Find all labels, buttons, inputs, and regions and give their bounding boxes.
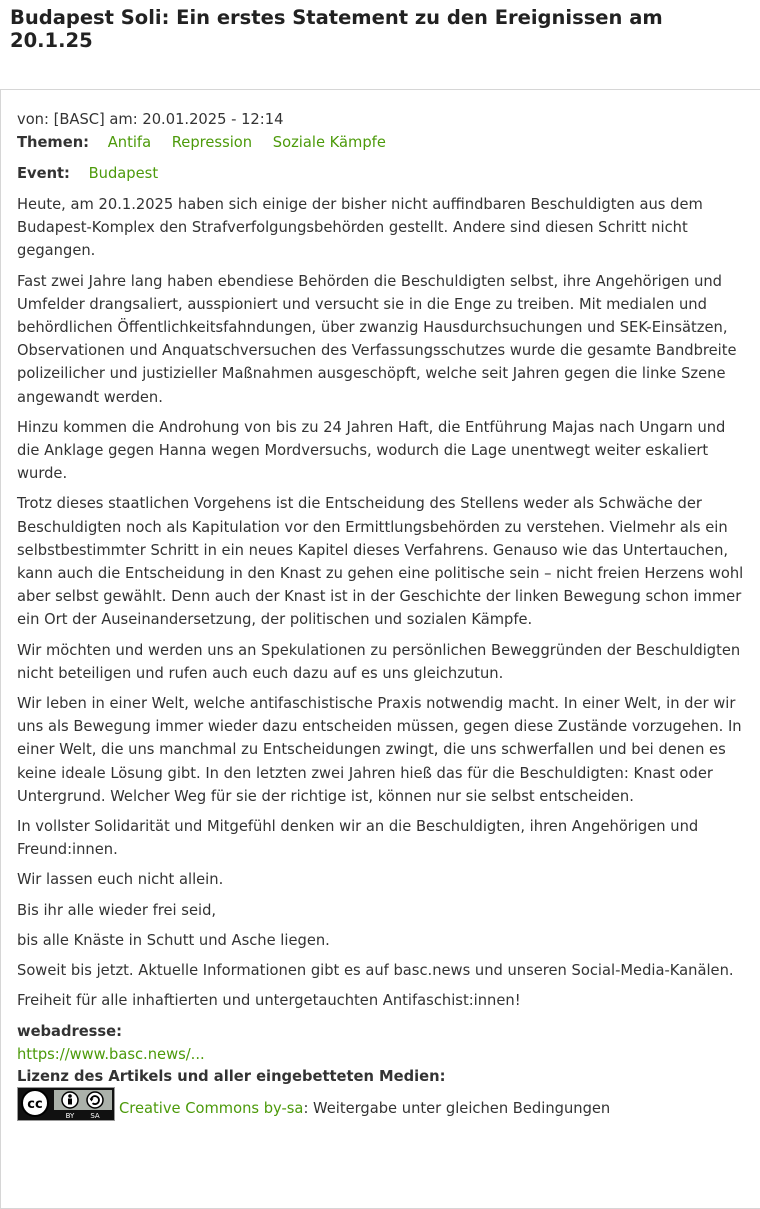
article-body <box>17 193 745 1013</box>
page-title: Budapest Soli: Ein erstes Statement zu den Ereignissen am 20.1.25 <box>10 6 663 52</box>
paragraph: Fast zwei Jahre lang haben ebendiese Behörden die Beschuldigten selbst, ihre Angehörigen und Umfelder drangsaliert, ausspioniert und versucht sie in die Enge zu treiben. Mit medialen und behördlichen Öffentlichkeitsfahndungen, über zwanzig Hausdurchsuchungen und SEK-Einsätzen, Observationen und Anquatschversuchen des Verfassungsschutzes wurde die gesamte Bandbreite polizeilicher und justizieller Maßnahmen ausgeschöpft, welche seit Jahren gegen die linke Szene angewandt werden. <box>17 272 737 406</box>
license-suffix: : Weitergabe unter gleichen Bedingungen <box>303 1100 611 1118</box>
event-link-budapest[interactable]: Budapest <box>88 165 159 182</box>
license-text <box>119 1097 610 1120</box>
webadresse-label: webadresse: <box>17 1022 122 1040</box>
webadresse-link[interactable]: https://www.basc.news/... <box>17 1045 205 1063</box>
cc-badge-cc-text: cc <box>27 1096 43 1112</box>
topic-tag-antifa[interactable]: Antifa <box>107 134 152 151</box>
cc-by-sa-badge-icon[interactable] <box>17 1087 115 1121</box>
cc-badge-by-text: BY <box>65 1111 75 1120</box>
paragraph: Hinzu kommen die Androhung von bis zu 24 Jahren Haft, die Entführung Majas nach Ungarn und die Anklage gegen Hanna wegen Mordversuchs, wodurch die Lage unentwegt weiter eskaliert wurde. <box>17 418 726 483</box>
paragraph: Heute, am 20.1.2025 haben sich einige der bisher nicht auffindbaren Beschuldigten aus dem Budapest-Komplex den Strafverfolgungsbehörden gestellt. Andere sind diesen Schritt nicht gegangen. <box>17 196 703 260</box>
license-label: Lizenz des Artikels und aller eingebetteten Medien: <box>17 1067 446 1085</box>
paragraph: Soweit bis jetzt. Aktuelle Informationen gibt es auf basc.news und unseren Social-Media-Kanälen. <box>17 962 734 980</box>
article-box <box>0 89 760 1209</box>
paragraph: Bis ihr alle wieder frei seid, <box>17 901 217 919</box>
event-label: Event: <box>17 165 70 182</box>
paragraph: Wir leben in einer Welt, welche antifaschistische Praxis notwendig macht. In einer Welt, in der wir uns als Bewegung immer wieder dazu entscheiden müssen, gegen diese Zustände vorzugehen. In einer Welt, die uns manchmal zu Entscheidungen zwingt, die uns schwerfallen und bei denen es keine ideale Lösung gibt. In den letzten zwei Jahren hieß das für die Beschuldigten: Knast oder Untergrund. Welcher Weg für sie der richtige ist, können nur sie selbst entscheiden. <box>17 695 742 805</box>
article-meta: von: [BASC] am: 20.01.2025 - 12:14 <box>17 111 284 128</box>
paragraph: Trotz dieses staatlichen Vorgehens ist die Entscheidung des Stellens weder als Schwäche der Beschuldigten noch als Kapitulation vor den Ermittlungsbehörden zu verstehen. Vielmehr als ein selbstbestimmter Schritt in ein neues Kapitel dieses Verfahrens. Genauso wie das Untertauchen, kann auch die Entscheidung in den Knast zu gehen eine politische sein – nicht freien Herzens wohl aber selbst gewählt. Denn auch der Knast ist in der Geschichte der linken Bewegung schon immer ein Ort der Auseinandersetzung, der politischen und sozialen Kämpfe. <box>17 495 744 629</box>
topic-tag-soziale-kaempfe[interactable]: Soziale Kämpfe <box>272 134 386 151</box>
paragraph: bis alle Knäste in Schutt und Asche liegen. <box>17 931 330 949</box>
event-row <box>17 162 745 193</box>
paragraph: In vollster Solidarität und Mitgefühl denken wir an die Beschuldigten, ihren Angehörigen und Freund:innen. <box>17 818 699 859</box>
topic-tag-repression[interactable]: Repression <box>171 134 253 151</box>
topics-row <box>17 131 745 162</box>
paragraph: Wir lassen euch nicht allein. <box>17 871 224 889</box>
license-row <box>17 1087 745 1121</box>
paragraph: Wir möchten und werden uns an Spekulationen zu persönlichen Beweggründen der Beschuldigten nicht beteiligen und rufen auch euch dazu auf es uns gleichzutun. <box>17 641 741 682</box>
cc-badge-sa-text: SA <box>90 1111 100 1120</box>
license-link[interactable]: Creative Commons by-sa <box>119 1100 304 1118</box>
topics-label: Themen: <box>17 134 90 151</box>
paragraph: Freiheit für alle inhaftierten und untergetauchten Antifaschist:innen! <box>17 992 521 1010</box>
